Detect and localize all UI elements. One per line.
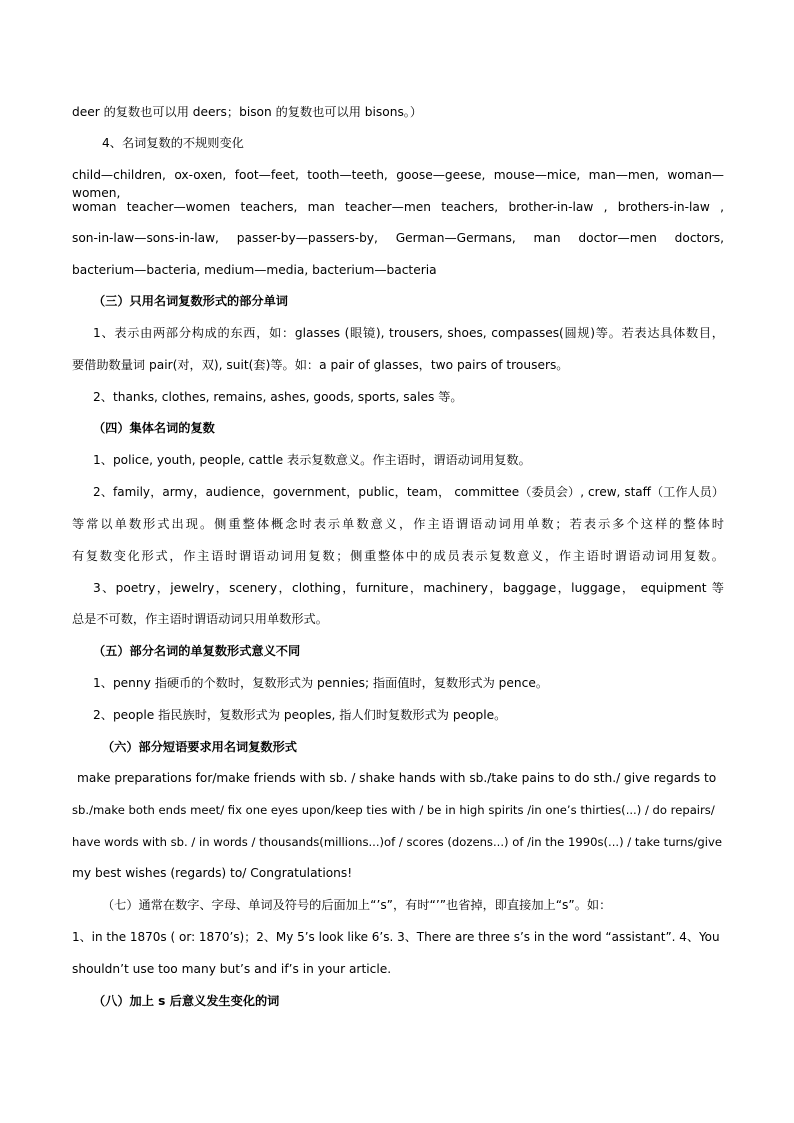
section-four-item-3-cont: 总是不可数，作主语时谓语动词只用单数形式。 bbox=[72, 612, 328, 626]
section-six-phrases-line-4: my best wishes (regards) to/ Congratulations! bbox=[72, 866, 353, 880]
section-four-item-3: 3、poetry，jewelry，scenery，clothing，furniture，machinery，baggage，luggage， equipment 等 bbox=[93, 581, 724, 595]
section-six-heading: （六）部分短语要求用名词复数形式 bbox=[102, 740, 297, 754]
irregular-plurals-line-3: son-in-law—sons-in-law, passer-by—passers-by, German—Germans, man doctor—men doctors, bbox=[72, 231, 724, 245]
section-seven-heading: （七）通常在数字、字母、单词及符号的后面加上“’s”，有时“’”也省掉，即直接加上“s”。如： bbox=[102, 898, 612, 912]
irregular-plurals-line-2: woman teacher—women teachers, man teacher—men teachers, brother-in-law , brothers-in-law , bbox=[72, 200, 724, 214]
section-four-item-1: 1、police, youth, people, cattle 表示复数意义。作主语时，谓语动词用复数。 bbox=[93, 453, 531, 467]
section-three-item-2: 2、thanks, clothes, remains, ashes, goods, sports, sales 等。 bbox=[93, 390, 463, 404]
section-seven-examples-line-1: 1、in the 1870s ( or: 1870’s)；2、My 5’s look like 6’s. 3、There are three s’s in the word “assistant”. 4、You bbox=[72, 930, 720, 944]
section-three-item-1: 1、表示由两部分构成的东西，如：glasses (眼镜), trousers, shoes, compasses(圆规)等。若表达具体数目， bbox=[93, 326, 724, 340]
section-four-heading: （四）集体名词的复数 bbox=[93, 421, 215, 435]
irregular-plurals-line-4: bacterium—bacteria, medium—media, bacterium—bacteria bbox=[72, 263, 437, 277]
section-five-item-1: 1、penny 指硬币的个数时，复数形式为 pennies; 指面值时，复数形式为 pence。 bbox=[93, 676, 549, 690]
section-three-heading: （三）只用名词复数形式的部分单词 bbox=[93, 294, 288, 308]
section-six-phrases-line-1: make preparations for/make friends with sb. / shake hands with sb./take pains to do sth./ give regards to bbox=[77, 771, 717, 785]
section-irregular-plurals-heading: 4、名词复数的不规则变化 bbox=[102, 136, 244, 150]
irregular-plurals-line-1: child—children, ox-oxen, foot—feet, tooth—teeth, goose—geese, mouse—mice, man—men, woman—women, bbox=[72, 168, 724, 200]
section-five-item-2: 2、people 指民族时，复数形式为 peoples, 指人们时复数形式为 people。 bbox=[93, 708, 507, 722]
section-four-item-2: 2、family，army，audience，government，public，team， committee（委员会）, crew, staff（工作人员） bbox=[93, 485, 724, 499]
section-six-phrases-line-2: sb./make both ends meet/ fix one eyes upon/keep ties with / be in high spirits /in one’s thirties(...) / do repairs/ bbox=[72, 803, 715, 817]
section-seven-examples-line-2: shouldn’t use too many but’s and if’s in your article. bbox=[72, 962, 392, 976]
section-four-item-2-cont-2: 有复数变化形式，作主语时谓语动词用复数；侧重整体中的成员表示复数意义，作主语时谓语动词用复数。 bbox=[72, 549, 724, 563]
text-line-deer-bison: deer 的复数也可以用 deers；bison 的复数也可以用 bisons。） bbox=[72, 105, 423, 119]
section-eight-heading: （八）加上 s 后意义发生变化的词 bbox=[93, 994, 280, 1008]
section-five-heading: （五）部分名词的单复数形式意义不同 bbox=[93, 644, 301, 658]
section-three-item-1-cont: 要借助数量词 pair(对，双), suit(套)等。如：a pair of glasses，two pairs of trousers。 bbox=[72, 358, 569, 372]
section-four-item-2-cont-1: 等常以单数形式出现。侧重整体概念时表示单数意义，作主语谓语动词用单数；若表示多个这样的整体时 bbox=[72, 517, 724, 531]
section-six-phrases-line-3: have words with sb. / in words / thousands(millions...)of / scores (dozens...) of /in the 1990s(...) / take turns/give bbox=[72, 835, 722, 849]
